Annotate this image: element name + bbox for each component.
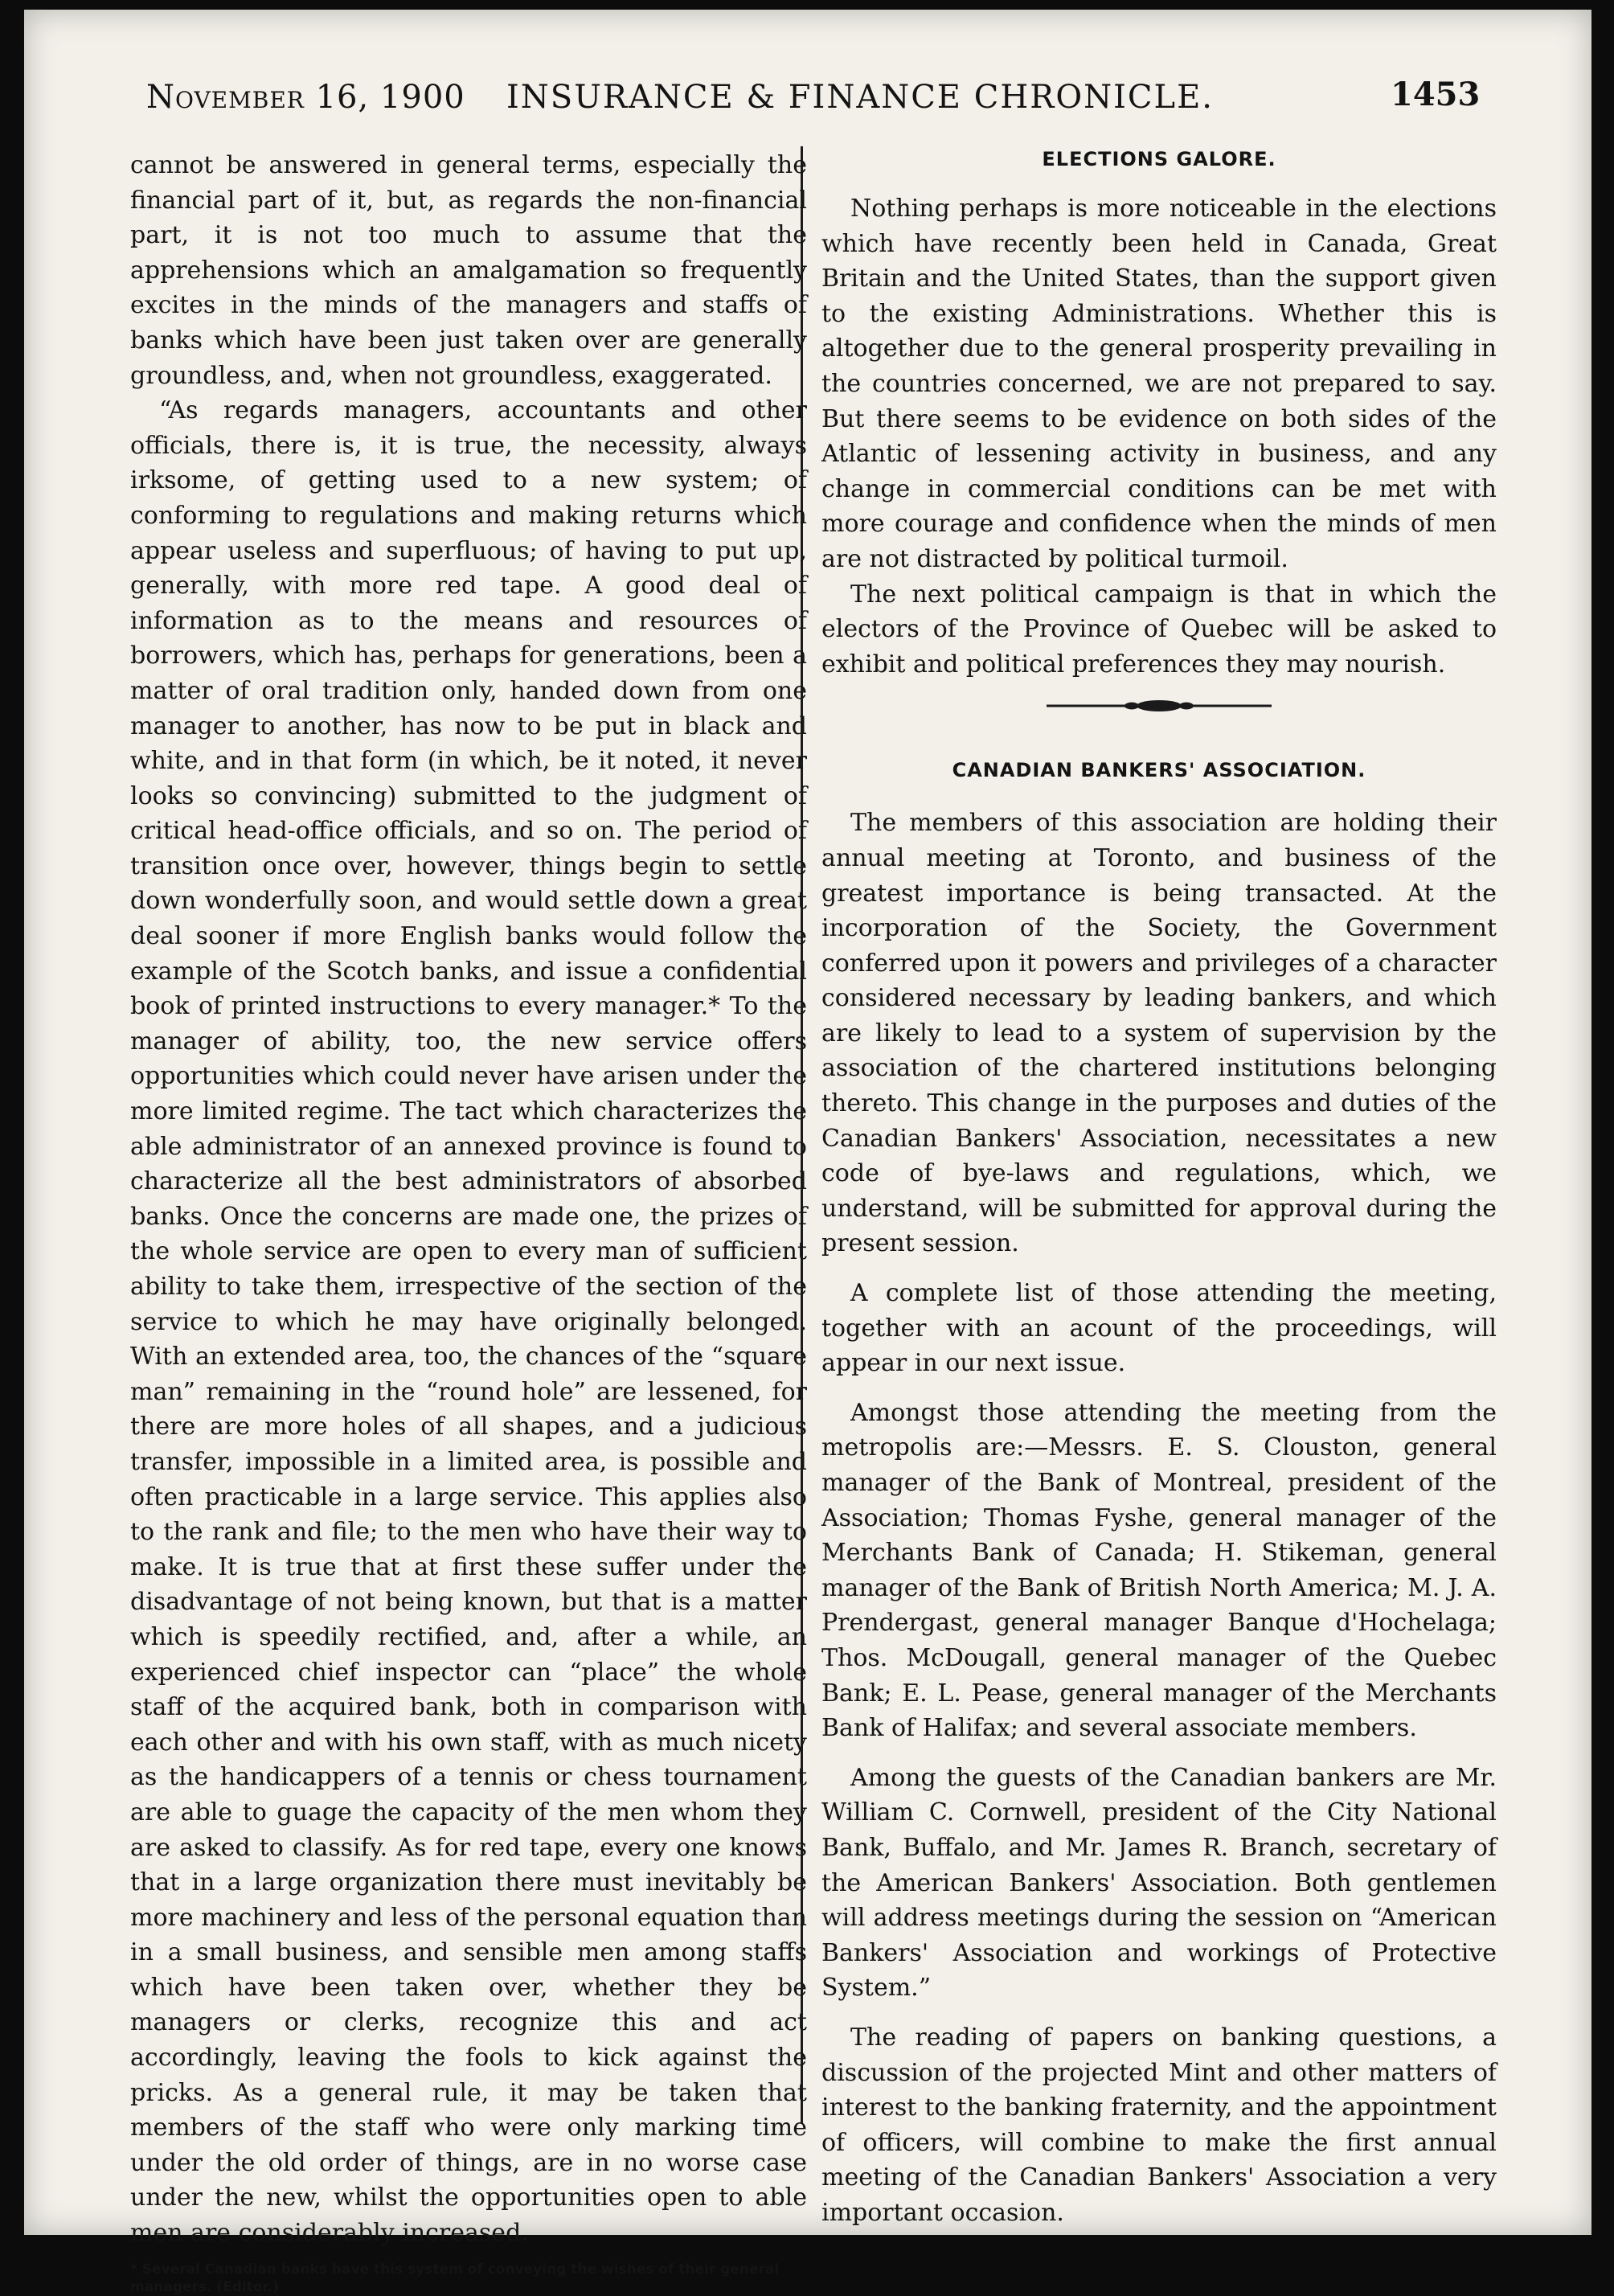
cba-paragraph-4: Among the guests of the Canadian bankers are Mr. William C. Cornwell, president of the City National Bank, Buffalo, and Mr. James R. Branch, secretary of the American Bankers' Association. Both gentlemen will address meetings during the session on “American Bankers' Association and workings of Protective System.”: [821, 1763, 1497, 2003]
elections-paragraph-1: Nothing perhaps is more noticeable in the elections which have recently been held in Canada, Great Britain and the United States, than the support given to the existing Administrations. Whether this is altogether due to the general prosperity prevailing in the countries concerned, we are not prepared to say. But there seems to be evidence on both sides of the Atlantic of lessening activity in business, and any change in commercial conditions can be met with more courage and confidence when the minds of men are not distracted by political turmoil.: [821, 195, 1497, 573]
header-date: November 16, 1900: [146, 79, 465, 116]
cba-paragraph-3: Amongst those attending the meeting from the metropolis are:—Messrs. E. S. Clouston, general manager of the Bank of Montreal, president of the Association; Thomas Fyshe, general manager of the Merchants Bank of Canada; H. Stikeman, general manager of the Bank of British North America; M. J. A. Prendergast, general manager Banque d'Hochelaga; Thos. McDougall, general manager of the Quebec Bank; E. L. Pease, general manager of the Merchants Bank of Halifax; and several associate members.: [821, 1398, 1497, 1743]
cba-paragraph-1: The members of this association are holding their annual meeting at Toronto, and business of the greatest importance is being transacted. At the incorporation of the Society, the Government conferred upon it powers and privileges of a character considered necessary by leading bankers, and which are likely to lead to a system of supervision by the association of the chartered institutions belonging thereto. This change in the purposes and duties of the Canadian Bankers' Association, necessitates a new code of bye-laws and regulations, which, we understand, will be submitted for approval during the present session.: [821, 809, 1497, 1258]
page-header: [24, 68, 1591, 132]
header-title: INSURANCE & FINANCE CHRONICLE.: [506, 79, 1214, 116]
right-column: [821, 148, 1497, 2230]
left-paragraph-1: cannot be answered in general terms, especially the financial part of it, but, as regards the non-financial part, it is not too much to assume that the apprehensions which an amalgamation so frequently excites in the minds of the managers and staffs of banks which have been just taken over are generally groundless, and, when not groundless, exaggerated.: [130, 151, 807, 390]
header-page-number: 1453: [1391, 76, 1481, 113]
section-ornament: [821, 682, 1497, 730]
left-paragraph-2: “As regards managers, accountants and other officials, there is, it is true, the necessity, always irksome, of getting used to a new system; of conforming to regulations and making returns which appear useless and superfluous; of having to put up, generally, with more red tape. A good deal of information as to the means and resources of borrowers, which has, perhaps for generations, been a matter of oral tradition only, handed down from one manager to another, has now to be put in black and white, and in that form (in which, be it noted, it never looks so convincing) submitted to the judgment of critical head-office officials, and so on. The period of transition once over, however, things begin to settle down wonderfully soon, and would settle down a great deal sooner if more English banks would follow the example of the Scotch banks, and issue a confidential book of printed instructions to every manager.* To the manager of ability, too, the new service offers opportunities which could never have arisen under the more limited regime. The tact which characterizes the able administrator of an annexed province is found to characterize all the best administrators of absorbed banks. Once the concerns are made one, the prizes of the whole service are open to every man of sufficient ability to take them, irrespective of the section of the service to which he may have originally belonged. With an extended area, too, the chances of the “square man” remaining in the “round hole” are lessened, for there are more holes of all shapes, and a judicious transfer, impossible in a limited area, is possible and often practicable in a large service. This applies also to the rank and file; to the men who have their way to make. It is true that at first these suffer under the disadvantage of not being known, but that is a matter which is speedily rectified, and, after a while, an experienced chief inspector can “place” the whole staff of the acquired bank, both in comparison with each other and with his own staff, with as much nicety as the handicappers of a tennis or chess tournament are able to guage the capacity of the men whom they are asked to classify. As for red tape, every one knows that in a large organization there must inevitably be more machinery and less of the personal equation than in a small business, and sensible men among staffs which have been taken over, whether they be managers or clerks, recognize this and act accordingly, leaving the fools to kick against the pricks. As a general rule, it may be taken that members of the staff who were only marking time under the old order of things, are in no worse case under the new, whilst the opportunities open to able men are considerably increased.: [130, 396, 807, 2248]
footnote: * Several Canadian banks have this system of conveying the wishes of their general managers. (Editor.): [130, 2261, 780, 2295]
cba-paragraph-5: The reading of papers on banking questions, a discussion of the projected Mint and other matters of interest to the banking fraternity, and the appointment of officers, will combine to make the first annual meeting of the Canadian Bankers' Association a very important occasion.: [821, 2023, 1497, 2227]
elections-heading: ELECTIONS GALORE.: [1042, 148, 1276, 170]
elections-paragraph-2: The next political campaign is that in which the electors of the Province of Quebec will be asked to exhibit and political preferences they may nourish.: [821, 580, 1497, 679]
left-column: [130, 148, 807, 2296]
cba-heading: CANADIAN BANKERS' ASSOCIATION.: [952, 759, 1366, 782]
ornament-rule-icon: [1047, 698, 1272, 714]
cba-paragraph-2: A complete list of those attending the meeting, together with an acount of the proceedings, will appear in our next issue.: [821, 1279, 1497, 1378]
newspaper-page: [24, 10, 1591, 2295]
